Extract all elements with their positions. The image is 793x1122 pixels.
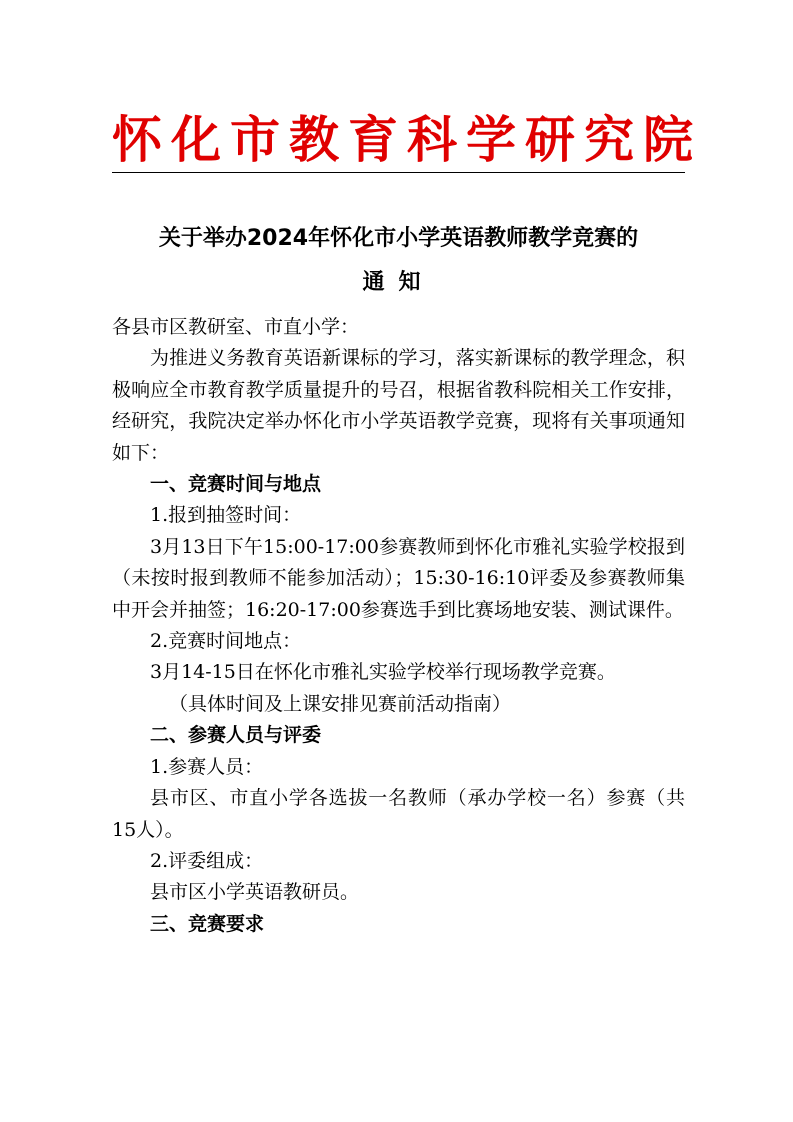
section-heading-3: 三、竞赛要求 (150, 912, 265, 935)
item-label-2-2: 2.评委组成： (150, 849, 264, 872)
section-heading-2: 二、参赛人员与评委 (150, 724, 322, 747)
item-text-1-1: 3月13日下午15:00-17:00参赛教师到怀化市雅礼实验学校报到（未按时报到教师不能参加活动）；15:30-16:10评委及参赛教师集中开会并抽签；16:20-17:00参赛选手到比赛场地安装、测试课件。 (112, 535, 685, 621)
document-body (112, 312, 685, 940)
schedule-note: （具体时间及上课安排见赛前活动指南） (169, 692, 512, 715)
section-heading-1: 一、竞赛时间与地点 (150, 473, 322, 496)
item-text-1-2: 3月14-15日在怀化市雅礼实验学校举行现场教学竞赛。 (150, 661, 616, 684)
intro-paragraph: 为推进义务教育英语新课标的学习，落实新课标的教学理念，积极响应全市教育教学质量提升的号召，根据省教科院相关工作安排，经研究，我院决定举办怀化市小学英语教学竞赛，现将有关事项通知如下： (112, 347, 685, 464)
letterhead (112, 108, 702, 172)
letterhead-divider (112, 172, 685, 173)
organization-name: 怀化市教育科学研究院 (112, 111, 702, 169)
item-label-1-1: 1.报到抽签时间： (150, 504, 302, 527)
document-title-line-2: 通知 (362, 270, 435, 295)
item-label-1-2: 2.竞赛时间地点： (150, 630, 302, 653)
salutation: 各县市区教研室、市直小学： (112, 316, 360, 338)
item-text-2-2: 县市区小学英语教研员。 (150, 881, 360, 904)
item-label-2-1: 1.参赛人员： (150, 755, 264, 778)
item-text-2-1: 县市区、市直小学各选拔一名教师（承办学校一名）参赛（共15人）。 (112, 787, 685, 841)
document-title-line-1: 关于举办2024年怀化市小学英语教师教学竞赛的 (158, 226, 639, 251)
